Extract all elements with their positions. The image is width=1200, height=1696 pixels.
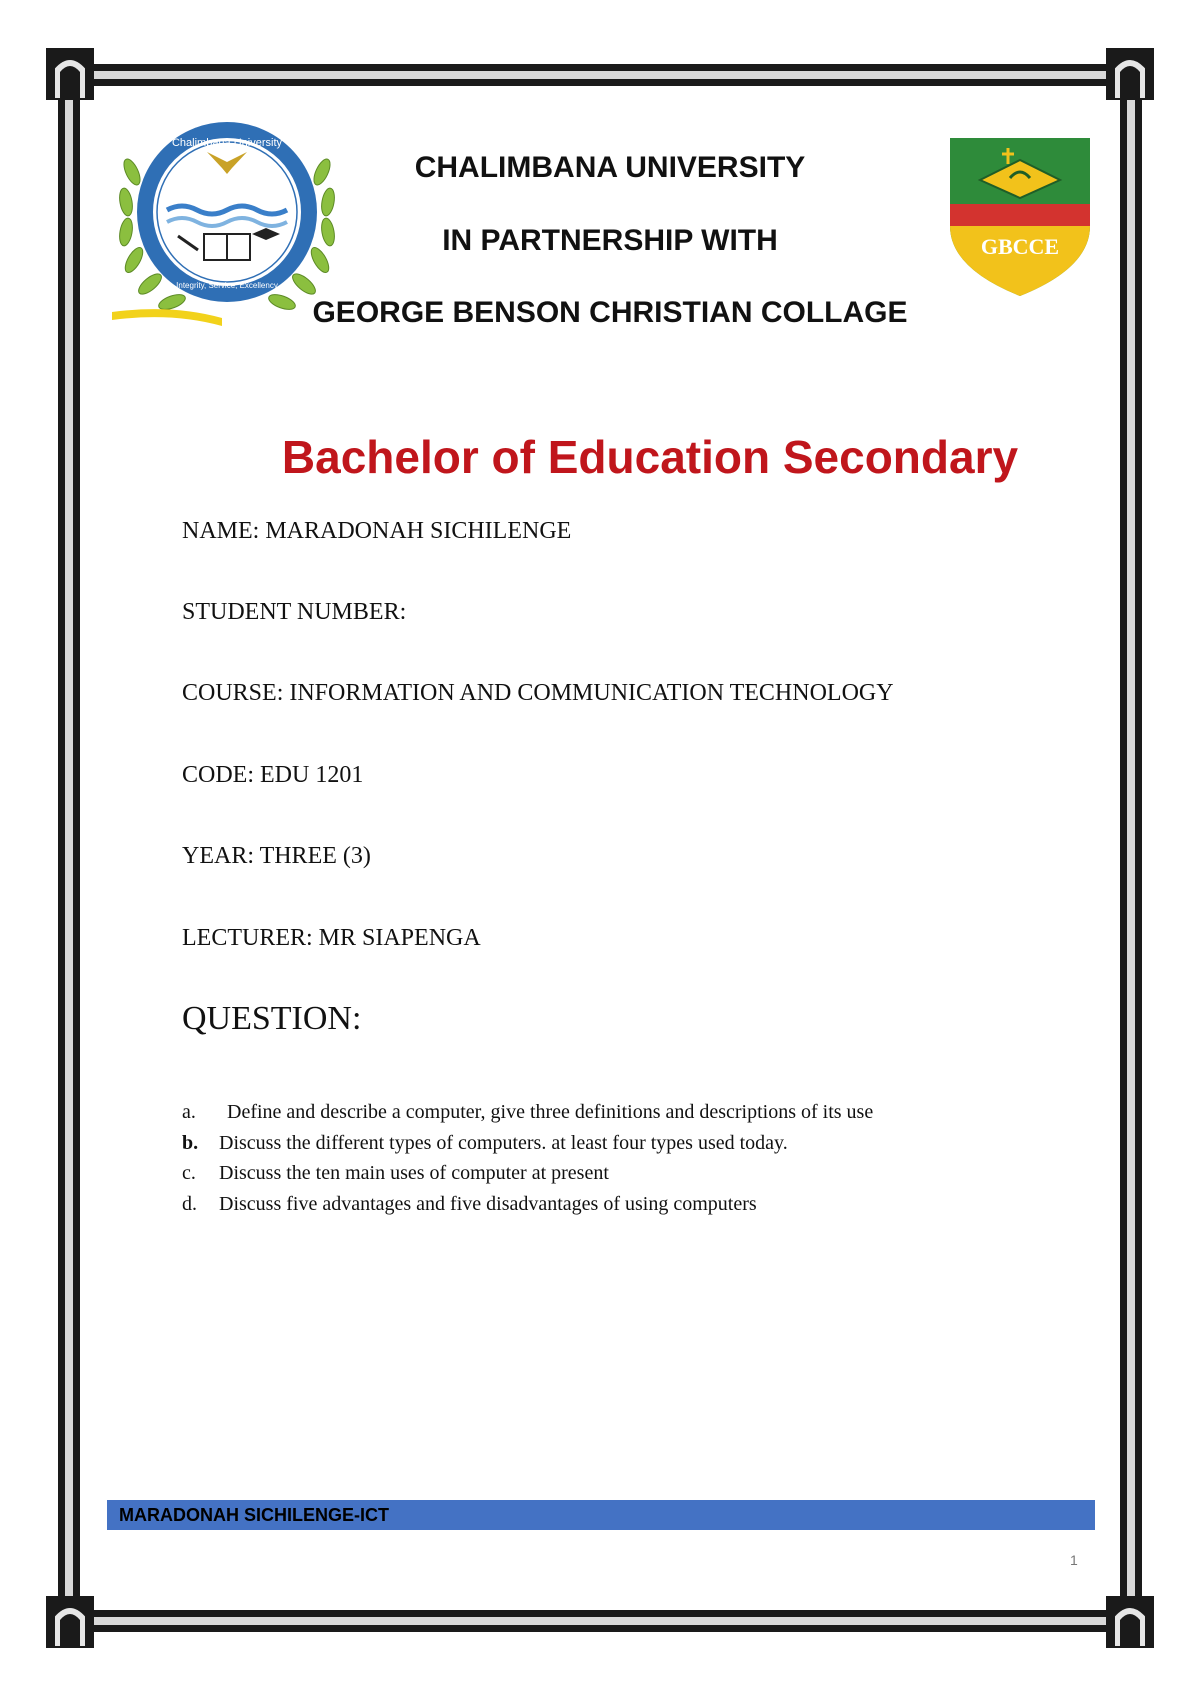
border-left [58, 60, 80, 1640]
list-item-text: Discuss five advantages and five disadvantages of using computers [219, 1192, 757, 1215]
corner-ornament-top-left-icon [44, 46, 96, 102]
field-year: YEAR: THREE (3) [182, 843, 371, 869]
question-heading: QUESTION: [182, 1000, 362, 1037]
corner-ornament-top-right-icon [1104, 46, 1156, 102]
list-item-letter: d. [182, 1192, 197, 1215]
gbcce-shield-text: GBCCE [980, 234, 1060, 259]
field-course: COURSE: INFORMATION AND COMMUNICATION TECHNOLOGY [182, 680, 894, 706]
list-item-text: Define and describe a computer, give three definitions and descriptions of its use [227, 1101, 874, 1123]
list-item [182, 1097, 873, 1128]
header-college: GEORGE BENSON CHRISTIAN COLLAGE [312, 296, 908, 329]
question-list [182, 1097, 873, 1219]
footer-label: MARADONAH SICHILENGE-ICT [119, 1505, 389, 1525]
corner-ornament-bottom-left-icon [44, 1594, 96, 1650]
list-item-letter: b. [182, 1131, 199, 1154]
logo-motto-text: Integrity, Service, Excellency [176, 281, 278, 290]
field-student-number: STUDENT NUMBER: [182, 599, 407, 625]
page-title: Bachelor of Education Secondary [281, 431, 1019, 483]
header-partnership: IN PARTNERSHIP WITH [442, 224, 778, 257]
list-item-text: Discuss the different types of computers. at least four types used today. [219, 1131, 788, 1154]
border-top [60, 64, 1140, 86]
border-right [1120, 60, 1142, 1640]
corner-ornament-bottom-right-icon [1104, 1594, 1156, 1650]
list-item-letter: a. [182, 1101, 196, 1123]
border-bottom [60, 1610, 1140, 1632]
field-code: CODE: EDU 1201 [182, 762, 364, 788]
list-item [182, 1158, 873, 1189]
list-item-text: Discuss the ten main uses of computer at present [219, 1162, 609, 1184]
list-item [182, 1128, 873, 1159]
gbcce-shield-logo [950, 138, 1090, 298]
logo-ring-text: Chalimbana University [171, 137, 283, 149]
footer-bar [107, 1500, 1095, 1530]
list-item-letter: c. [182, 1162, 196, 1184]
field-name: NAME: MARADONAH SICHILENGE [182, 518, 572, 544]
field-lecturer: LECTURER: MR SIAPENGA [182, 925, 481, 951]
page-number: 1 [1070, 1552, 1078, 1568]
list-item [182, 1189, 873, 1220]
header-university: CHALIMBANA UNIVERSITY [414, 151, 806, 184]
